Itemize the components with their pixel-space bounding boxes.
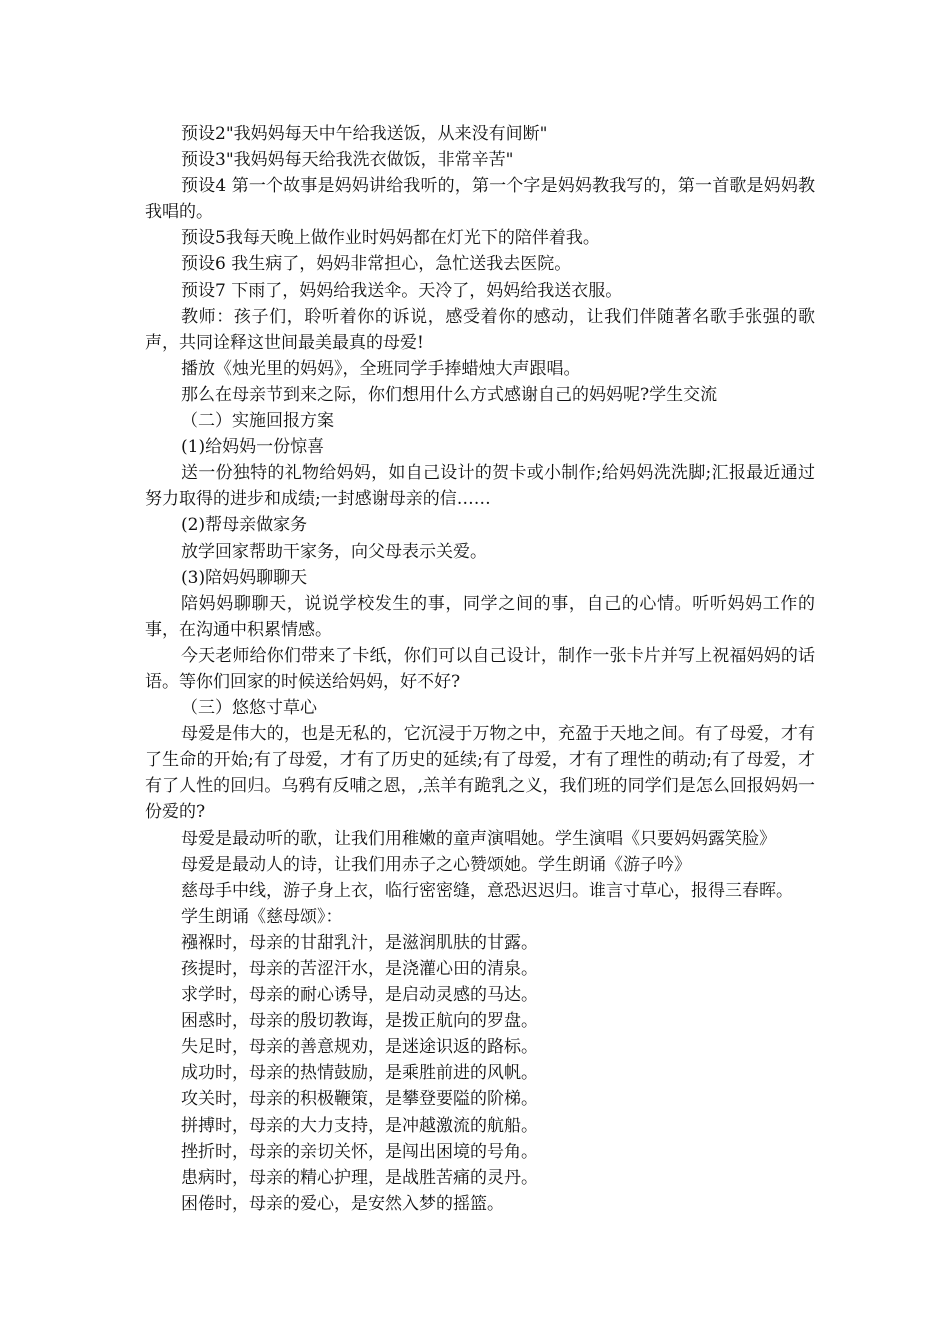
section-heading-3: （三）悠悠寸草心 — [181, 698, 317, 719]
verse-line: 困惑时，母亲的殷切教诲，是拨正航向的罗盘。 — [181, 1011, 538, 1032]
paragraph-preset-7: 预设7 下雨了，妈妈给我送伞。天冷了，妈妈给我送衣服。 — [181, 280, 623, 301]
verse-line: 拼搏时，母亲的大力支持，是冲越激流的航船。 — [181, 1115, 538, 1136]
paragraph-housework: 放学回家帮助干家务，向父母表示关爱。 — [181, 541, 487, 562]
list-heading-1: (1)给妈妈一份惊喜 — [181, 437, 325, 458]
paragraph-recite: 学生朗诵《慈母颂》： — [181, 906, 343, 927]
verse-line: 孩提时，母亲的苦涩汗水，是浇灌心田的清泉。 — [181, 959, 538, 979]
paragraph-mother-love: 母爱是伟大的，也是无私的，它沉浸于万物之中，充盈于天地之间。有了母爱，才有了生命的开始;有了母爱，才有了历史的延续;有了母爱，才有了理性的萌动;有了母爱，才有了人性的回归。乌鸦有反哺之恩，,羔羊有跪乳之义，我们班的同学们是怎么回报妈妈一份爱的? — [145, 724, 815, 823]
document-body — [145, 121, 815, 1217]
verse-line: 成功时，母亲的热情鼓励，是乘胜前进的风帆。 — [181, 1063, 538, 1084]
paragraph-card: 今天老师给你们带来了卡纸，你们可以自己设计，制作一张卡片并写上祝福妈妈的话语。等你们回家的时候送给妈妈，好不好? — [145, 645, 815, 692]
list-heading-2: (2)帮母亲做家务 — [181, 515, 308, 536]
verse-line: 困倦时，母亲的爱心，是安然入梦的摇篮。 — [181, 1193, 504, 1214]
paragraph-preset-6: 预设6 我生病了，妈妈非常担心，急忙送我去医院。 — [181, 254, 572, 275]
paragraph-poem: 母爱是最动人的诗，让我们用赤子之心赞颂她。学生朗诵《游子吟》 — [181, 854, 691, 875]
verse-line: 挫折时，母亲的亲切关怀，是闯出困境的号角。 — [181, 1141, 538, 1162]
verse-line: 攻关时，母亲的积极鞭策，是攀登要隘的阶梯。 — [181, 1089, 538, 1110]
paragraph-chat: 陪妈妈聊聊天，说说学校发生的事，同学之间的事，自己的心情。听听妈妈工作的事，在沟通中积累情感。 — [145, 593, 815, 640]
paragraph-teacher: 教师：孩子们，聆听着你的诉说，感受着你的感动，让我们伴随著名歌手张强的歌声，共同诠释这世间最美最真的母爱! — [145, 306, 815, 353]
verse-line: 失足时，母亲的善意规劝，是迷途识返的路标。 — [181, 1037, 538, 1058]
verse-line: 患病时，母亲的精心护理，是战胜苦痛的灵丹。 — [181, 1167, 538, 1188]
paragraph-preset-3: 预设3"我妈妈每天给我洗衣做饭，非常辛苦" — [181, 150, 514, 171]
paragraph-gift: 送一份独特的礼物给妈妈，如自己设计的贺卡或小制作;给妈妈洗洗脚;汇报最近通过努力取得的进步和成绩;一封感谢母亲的信…… — [145, 463, 815, 510]
paragraph-poem-text: 慈母手中线，游子身上衣，临行密密缝，意恐迟迟归。谁言寸草心，报得三春晖。 — [181, 880, 793, 901]
list-heading-3: (3)陪妈妈聊聊天 — [181, 567, 308, 588]
section-heading-2: （二）实施回报方案 — [181, 411, 334, 432]
paragraph-preset-2: 预设2"我妈妈每天中午给我送饭，从来没有间断" — [181, 124, 548, 144]
paragraph-song: 母爱是最动听的歌，让我们用稚嫩的童声演唱她。学生演唱《只要妈妈露笑脸》 — [181, 828, 776, 849]
paragraph-preset-4: 预设4 第一个故事是妈妈讲给我听的，第一个字是妈妈教我写的，第一首歌是妈妈教我唱的。 — [145, 176, 815, 223]
verse-line: 求学时，母亲的耐心诱导，是启动灵感的马达。 — [181, 985, 538, 1006]
verse-line: 襁褓时，母亲的甘甜乳汁，是滋润肌肤的甘露。 — [181, 932, 538, 953]
paragraph-question: 那么在母亲节到来之际，你们想用什么方式感谢自己的妈妈呢?学生交流 — [181, 384, 718, 405]
paragraph-play-song: 播放《烛光里的妈妈》，全班同学手捧蜡烛大声跟唱。 — [181, 358, 581, 379]
paragraph-preset-5: 预设5我每天晚上做作业时妈妈都在灯光下的陪伴着我。 — [181, 228, 600, 249]
